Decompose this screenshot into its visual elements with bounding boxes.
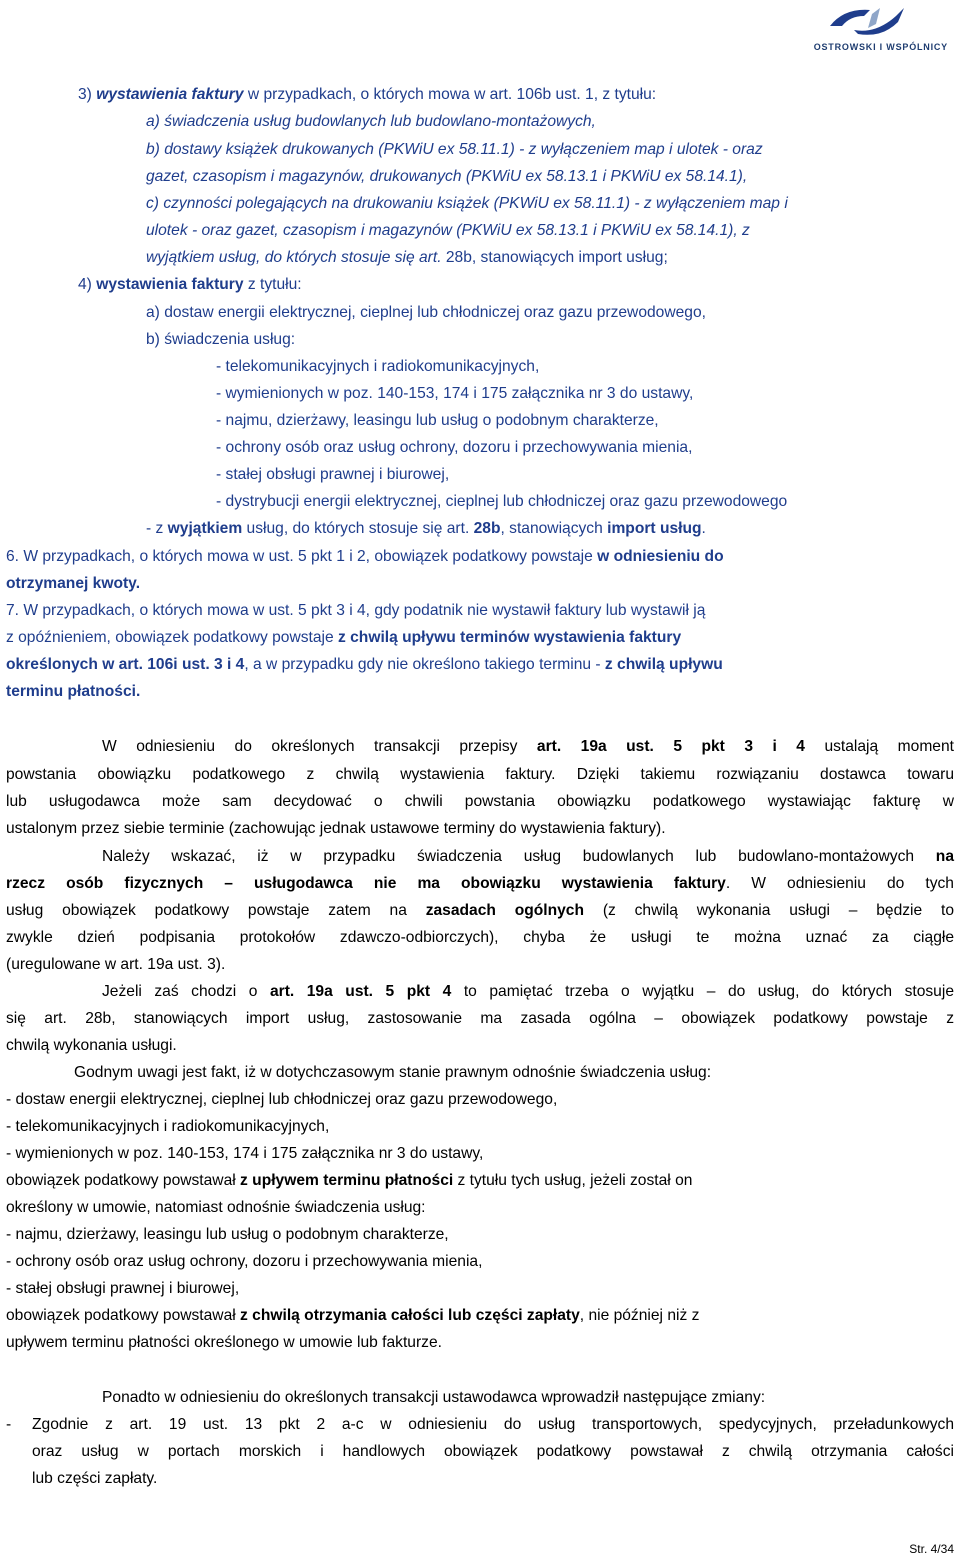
para-d-line10 xyxy=(6,1306,960,1326)
text: zasadach ogólnych xyxy=(425,902,585,919)
text: obowiązek podatkowy powstawał xyxy=(6,1172,241,1189)
text: 6. W przypadkach, o których mowa w ust. 5 pkt 1 i 2, obowiązek podatkowy powstaje xyxy=(6,548,598,565)
para-a-line4: ustalonym przez siebie terminie (zachowując jednak ustawowe terminy do wystawienia faktury). xyxy=(6,820,666,837)
point7-line3 xyxy=(6,655,960,675)
para-d-line3: - telekomunikacyjnych i radiokomunikacyjnych, xyxy=(6,1118,330,1135)
item4-b-dash1: - telekomunikacyjnych i radiokomunikacyjnych, xyxy=(216,358,540,375)
item3-c-line3 xyxy=(146,248,960,268)
text: usług, do których stosuje się art. xyxy=(242,520,474,537)
item3-b-line2: gazet, czasopism i magazynów, drukowanych (PKWiU ex 58.13.1 i PKWiU ex 58.14.1), xyxy=(146,168,748,185)
text: 3) xyxy=(78,86,97,103)
text: obowiązek podatkowy powstawał xyxy=(6,1307,241,1324)
para-d-line6: określony w umowie, natomiast odnośnie świadczenia usług: xyxy=(6,1199,426,1216)
text: z chwilą upływu terminów wystawienia faktury xyxy=(338,629,682,646)
text: import usług xyxy=(607,520,702,537)
text: art. 19a ust. 5 pkt 4 xyxy=(269,983,452,1000)
para-c-line2: się art. 28b, stanowiących import usług, zastosowanie ma zasada ogólna – obowiązek podatkowy powstaje z xyxy=(6,1010,954,1027)
para-e-line2: Zgodnie z art. 19 ust. 13 pkt 2 a-c w odniesieniu do usług transportowych, spedycyjnych, przeładunkowych xyxy=(32,1416,954,1433)
item4-a: a) dostaw energii elektrycznej, cieplnej lub chłodniczej oraz gazu przewodowego, xyxy=(146,304,706,321)
item4-b-dash6: - dystrybucji energii elektrycznej, cieplnej lub chłodniczej oraz gazu przewodowego xyxy=(216,493,788,510)
item4-exception xyxy=(146,519,960,539)
para-d-line2: - dostaw energii elektrycznej, cieplnej lub chłodniczej oraz gazu przewodowego, xyxy=(6,1091,558,1108)
text: na xyxy=(935,848,954,865)
page-number: Str. 4/34 xyxy=(909,1542,954,1556)
para-d-line9: - stałej obsługi prawnej i biurowej, xyxy=(6,1280,240,1297)
para-b-line2 xyxy=(6,874,954,894)
item3-heading xyxy=(78,85,960,105)
text: rzecz osób fizycznych – usługodawca nie ma obowiązku wystawienia faktury xyxy=(6,875,726,892)
para-e-line1: Ponadto w odniesieniu do określonych transakcji ustawodawca wprowadził następujące zmiany: xyxy=(102,1389,766,1406)
text: wyjątkiem xyxy=(167,520,243,537)
point7-line4: terminu płatności. xyxy=(6,683,141,700)
text: . W odniesieniu do tych xyxy=(725,875,954,892)
item4-b: b) świadczenia usług: xyxy=(146,331,296,348)
item4-b-dash2 xyxy=(216,384,960,404)
text: , a w przypadku gdy nie określono takiego terminu - xyxy=(244,656,605,673)
text: z upływem terminu płatności xyxy=(240,1172,454,1189)
text: 28b, stanowiących import usług; xyxy=(441,249,668,266)
logo-brand-text: OSTROWSKI I WSPÓLNICY xyxy=(813,42,948,52)
para-a-line1 xyxy=(102,737,954,757)
text: z tytułu: xyxy=(243,276,302,293)
text: art. 19a ust. 5 pkt 3 i 4 xyxy=(536,738,805,755)
text: - wymienionych w poz. xyxy=(216,385,373,402)
text: - z xyxy=(146,520,168,537)
text: wystawienia faktury xyxy=(96,276,244,293)
para-a-line2: powstania obowiązku podatkowego z chwilą wystawienia faktury. Dzięki takiemu rozwiązaniu dostawca towaru xyxy=(6,766,954,783)
text: określonych w art. 106i ust. 3 i 4 xyxy=(6,656,245,673)
text: z opóźnieniem, obowiązek podatkowy powstaje xyxy=(6,629,338,646)
para-e-bullet: - xyxy=(6,1416,12,1433)
text: z chwilą otrzymania całości lub części zapłaty xyxy=(240,1307,580,1324)
point7-line2 xyxy=(6,628,960,648)
para-e-line3: oraz usług w portach morskich i handlowych obowiązek podatkowy powstawał z chwilą otrzymania całości xyxy=(32,1443,954,1460)
text: wyjątkiem usług, do których stosuje się art. xyxy=(146,249,442,266)
item4-heading xyxy=(78,275,960,295)
para-d-line5 xyxy=(6,1171,960,1191)
text: w odniesieniu do xyxy=(597,548,724,565)
item3-c-line1: c) czynności polegających na drukowaniu książek (PKWiU ex 58.11.1) - z wyłączeniem map i xyxy=(146,195,788,212)
item3-c-line2: ulotek - oraz gazet, czasopism i magazynów (PKWiU ex 58.13.1 i PKWiU ex 58.14.1), z xyxy=(146,222,750,239)
logo-mark-icon xyxy=(824,4,914,38)
text: z chwilą upływu xyxy=(604,656,723,673)
para-c-line3: chwilą wykonania usługi. xyxy=(6,1037,177,1054)
para-e-line4: lub części zapłaty. xyxy=(32,1470,158,1487)
para-d-line1: Godnym uwagi jest fakt, iż w dotychczasowym stanie prawnym odnośnie świadczenia usług: xyxy=(74,1064,712,1081)
text: ustalają moment xyxy=(804,738,954,755)
para-a-line3: lub usługodawca może sam decydować o chwili powstania obowiązku podatkowego wystawiając fakturę w xyxy=(6,793,954,810)
text: 28b xyxy=(473,520,501,537)
item3-a: a) świadczenia usług budowlanych lub budowlano-montażowych, xyxy=(146,113,596,130)
point6-line1 xyxy=(6,547,960,567)
para-d-line11: upływem terminu płatności określonego w umowie lub fakturze. xyxy=(6,1334,442,1351)
text: z tytułu tych usług, jeżeli został on xyxy=(453,1172,693,1189)
point7-line1: 7. W przypadkach, o których mowa w ust. 5 pkt 3 i 4, gdy podatnik nie wystawił faktury lub wystawił ją xyxy=(6,602,706,619)
text: wystawienia faktury xyxy=(96,86,244,103)
item4-b-dash5: - stałej obsługi prawnej i biurowej, xyxy=(216,466,450,483)
item4-b-dash3: - najmu, dzierżawy, leasingu lub usług o podobnym charakterze, xyxy=(216,412,659,429)
text: 4) xyxy=(78,276,97,293)
para-b-line4: zwykle dzień podpisania protokołów zdawczo-odbiorczych), chyba że usługi te można uznać za ciągłe xyxy=(6,929,954,946)
text: W odniesieniu do określonych transakcji przepisy xyxy=(102,738,537,755)
text: , nie później niż z xyxy=(579,1307,700,1324)
text: . xyxy=(701,520,706,537)
company-logo xyxy=(794,4,954,52)
para-d-line4: - wymienionych w poz. 140-153, 174 i 175 załącznika nr 3 do ustawy, xyxy=(6,1145,484,1162)
text: Jeżeli zaś chodzi o xyxy=(102,983,270,1000)
para-d-line7: - najmu, dzierżawy, leasingu lub usług o podobnym charakterze, xyxy=(6,1226,449,1243)
para-b-line5: (uregulowane w art. 19a ust. 3). xyxy=(6,956,226,973)
text: to pamiętać trzeba o wyjątku – do usług, do których stosuje xyxy=(451,983,954,1000)
para-c-line1 xyxy=(102,982,954,1002)
item4-b-dash4: - ochrony osób oraz usług ochrony, dozoru i przechowywania mienia, xyxy=(216,439,693,456)
text: , stanowiących xyxy=(500,520,608,537)
para-d-line8: - ochrony osób oraz usług ochrony, dozoru i przechowywania mienia, xyxy=(6,1253,483,1270)
point6-line2: otrzymanej kwoty. xyxy=(6,575,141,592)
text: 140-153, 174 i 175 załącznika nr 3 do ustawy, xyxy=(372,385,694,402)
item3-b-line1: b) dostawy książek drukowanych (PKWiU ex 58.11.1) - z wyłączeniem map i ulotek - oraz xyxy=(146,141,763,158)
text: usług obowiązek podatkowy powstaje zatem na xyxy=(6,902,426,919)
para-b-line3 xyxy=(6,901,954,921)
text: Należy wskazać, iż w przypadku świadczenia usług budowlanych lub budowlano-montażowych xyxy=(102,848,936,865)
para-b-line1 xyxy=(102,847,954,867)
text: w przypadkach, o których mowa w art. 106b ust. 1, z tytułu: xyxy=(243,86,657,103)
text: (z chwilą wykonania usługi – będzie to xyxy=(584,902,954,919)
